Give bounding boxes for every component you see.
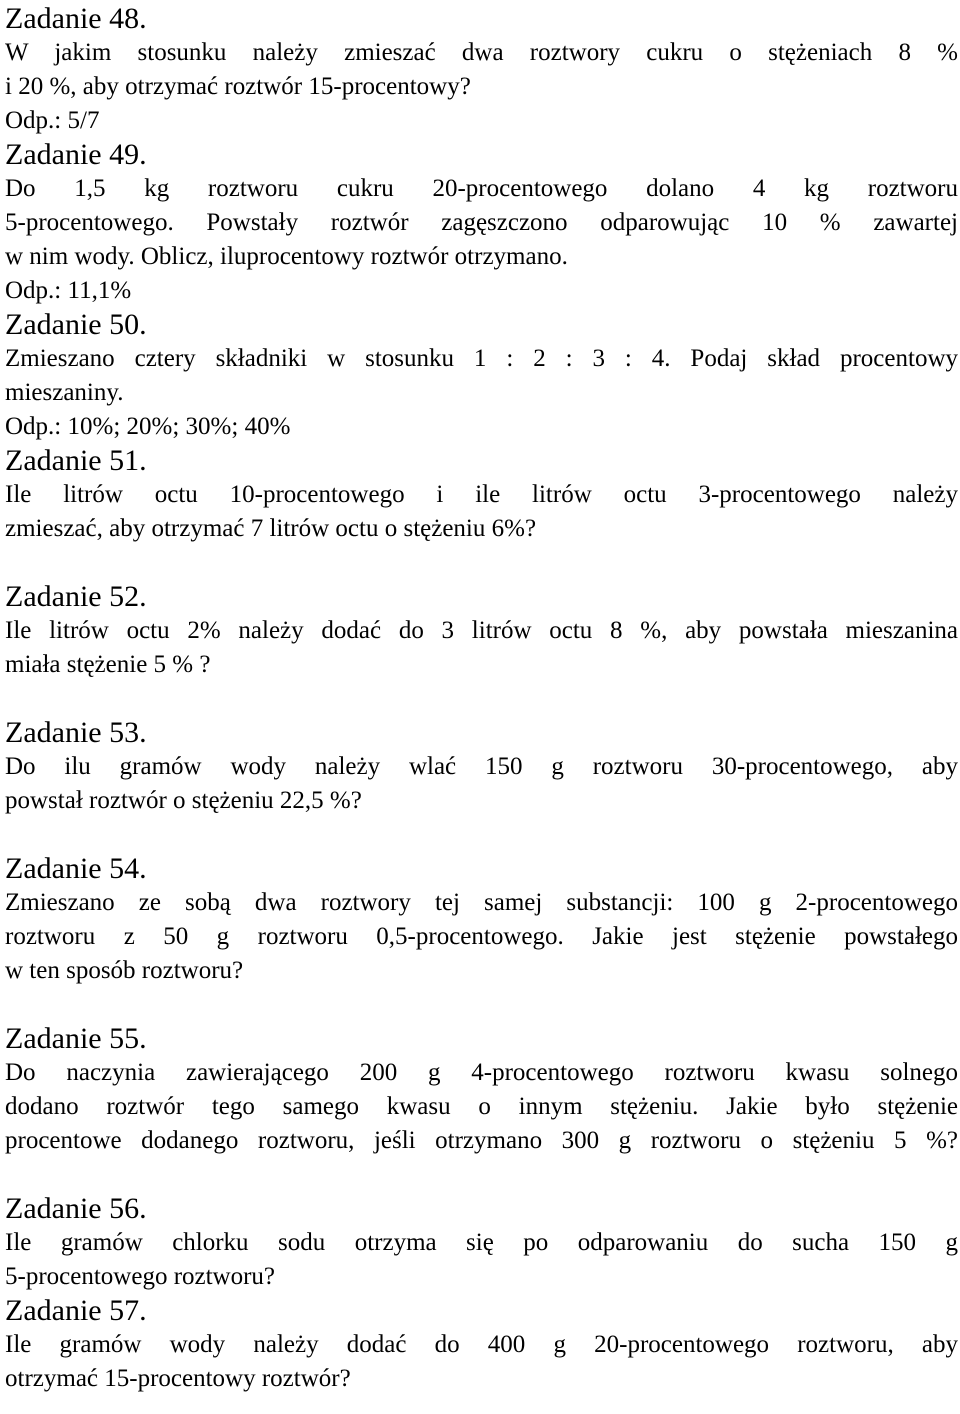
task-text-line: Ile gramów chlorku sodu otrzyma się po odparowaniu do sucha 150 g xyxy=(5,1229,958,1256)
task-text-line: Zmieszano ze sobą dwa roztwory tej samej substancji: 100 g 2-procentowego xyxy=(5,889,958,916)
task-text-line: miała stężenie 5 % ? xyxy=(5,651,211,678)
task-text-line: w ten sposób roztworu? xyxy=(5,957,244,984)
task-heading: Zadanie 57. xyxy=(5,1294,147,1327)
task-text-line: otrzymać 15-procentowy roztwór? xyxy=(5,1365,351,1392)
task-answer: Odp.: 11,1% xyxy=(5,277,132,304)
task-text-line: Ile litrów octu 10-procentowego i ile litrów octu 3-procentowego należy xyxy=(5,481,958,508)
task-text-line: Zmieszano cztery składniki w stosunku 1 : 2 : 3 : 4. Podaj skład procentowy xyxy=(5,345,958,372)
task-text-line: roztworu z 50 g roztworu 0,5-procentowego. Jakie jest stężenie powstałego xyxy=(5,923,958,950)
task-57 xyxy=(5,1294,958,1396)
task-text-line: dodano roztwór tego samego kwasu o innym stężeniu. Jakie było stężenie xyxy=(5,1093,958,1120)
task-51 xyxy=(5,444,958,546)
task-heading: Zadanie 51. xyxy=(5,444,147,477)
task-text-line: i 20 %, aby otrzymać roztwór 15-procentowy? xyxy=(5,73,471,100)
task-text-line: 5-procentowego roztworu? xyxy=(5,1263,276,1290)
task-48 xyxy=(5,2,958,138)
task-text-line: Do ilu gramów wody należy wlać 150 g roztworu 30-procentowego, aby xyxy=(5,753,958,780)
task-text-line: w nim wody. Oblicz, iluprocentowy roztwór otrzymano. xyxy=(5,243,568,270)
task-53 xyxy=(5,716,958,818)
task-answer: Odp.: 10%; 20%; 30%; 40% xyxy=(5,413,291,440)
task-heading: Zadanie 55. xyxy=(5,1022,147,1055)
task-heading: Zadanie 53. xyxy=(5,716,147,749)
task-text-line: Do 1,5 kg roztworu cukru 20-procentowego dolano 4 kg roztworu xyxy=(5,175,958,202)
task-text-line: mieszaniny. xyxy=(5,379,124,406)
task-50 xyxy=(5,308,958,444)
task-answer: Odp.: 5/7 xyxy=(5,107,100,134)
task-text-line: W jakim stosunku należy zmieszać dwa roztwory cukru o stężeniach 8 % xyxy=(5,39,958,66)
task-text-line: 5-procentowego. Powstały roztwór zagęszczono odparowując 10 % zawartej xyxy=(5,209,958,236)
task-52 xyxy=(5,580,958,682)
task-heading: Zadanie 48. xyxy=(5,2,147,35)
task-heading: Zadanie 56. xyxy=(5,1192,147,1225)
task-heading: Zadanie 49. xyxy=(5,138,147,171)
task-text-line: procentowe dodanego roztworu, jeśli otrzymano 300 g roztworu o stężeniu 5 %? xyxy=(5,1127,958,1154)
task-heading: Zadanie 50. xyxy=(5,308,147,341)
task-56 xyxy=(5,1192,958,1294)
task-text-line: zmieszać, aby otrzymać 7 litrów octu o stężeniu 6%? xyxy=(5,515,537,542)
task-55 xyxy=(5,1022,958,1158)
task-text-line: Ile litrów octu 2% należy dodać do 3 litrów octu 8 %, aby powstała mieszanina xyxy=(5,617,958,644)
task-text-line: Ile gramów wody należy dodać do 400 g 20-procentowego roztworu, aby xyxy=(5,1331,958,1358)
task-heading: Zadanie 54. xyxy=(5,852,147,885)
task-54 xyxy=(5,852,958,988)
task-text-line: powstał roztwór o stężeniu 22,5 %? xyxy=(5,787,362,814)
task-49 xyxy=(5,138,958,308)
task-heading: Zadanie 52. xyxy=(5,580,147,613)
task-text-line: Do naczynia zawierającego 200 g 4-procentowego roztworu kwasu solnego xyxy=(5,1059,958,1086)
